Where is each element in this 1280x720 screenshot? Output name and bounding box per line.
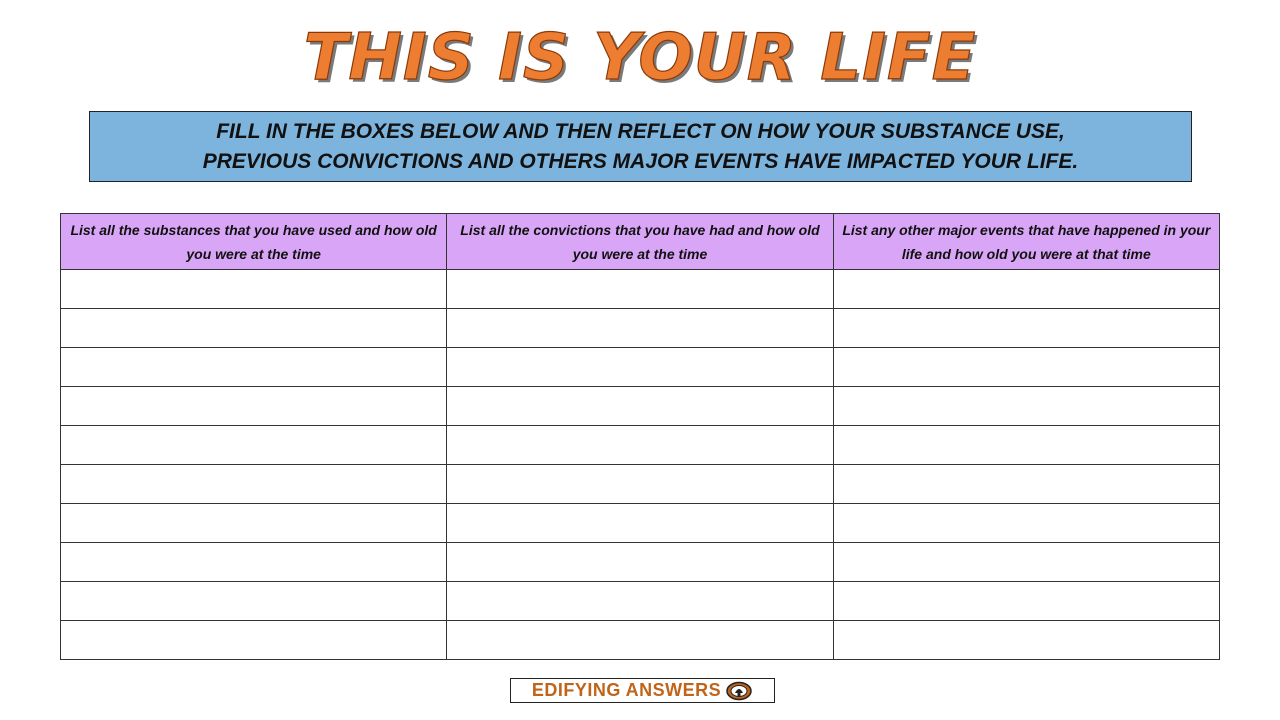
entry-cell[interactable]	[61, 348, 447, 387]
entry-cell[interactable]	[61, 387, 447, 426]
entry-cell[interactable]	[447, 387, 833, 426]
entry-cell[interactable]	[447, 348, 833, 387]
worksheet-table	[60, 213, 1220, 660]
edifying-answers-logo	[510, 678, 775, 703]
table-row	[61, 348, 1220, 387]
table-body	[61, 270, 1220, 660]
entry-cell[interactable]	[61, 504, 447, 543]
entry-cell[interactable]	[447, 309, 833, 348]
table-row	[61, 309, 1220, 348]
header-substances: List all the substances that you have used and how old you were at the time	[61, 214, 447, 270]
instructions-text: FILL IN THE BOXES BELOW AND THEN REFLECT ON HOW YOUR SUBSTANCE USE, PREVIOUS CONVICTIONS AND OTHERS MAJOR EVENTS HAVE IMPACTED YOUR LIFE.	[202, 119, 1079, 173]
entry-cell[interactable]	[61, 270, 447, 309]
table-row	[61, 543, 1220, 582]
entry-cell[interactable]	[61, 621, 447, 660]
page-title: THIS IS YOUR LIFE	[303, 21, 977, 95]
entry-cell[interactable]	[833, 504, 1219, 543]
entry-cell[interactable]	[61, 426, 447, 465]
entry-cell[interactable]	[61, 465, 447, 504]
entry-cell[interactable]	[447, 621, 833, 660]
entry-cell[interactable]	[833, 270, 1219, 309]
entry-cell[interactable]	[447, 270, 833, 309]
entry-cell[interactable]	[833, 621, 1219, 660]
entry-cell[interactable]	[447, 426, 833, 465]
entry-cell[interactable]	[833, 465, 1219, 504]
instructions-box	[89, 111, 1192, 182]
entry-cell[interactable]	[447, 465, 833, 504]
table-row	[61, 387, 1220, 426]
entry-cell[interactable]	[833, 426, 1219, 465]
entry-cell[interactable]	[61, 309, 447, 348]
helmet-emblem-icon	[725, 681, 753, 701]
table-row	[61, 426, 1220, 465]
entry-cell[interactable]	[447, 582, 833, 621]
entry-cell[interactable]	[61, 582, 447, 621]
entry-cell[interactable]	[833, 543, 1219, 582]
entry-cell[interactable]	[61, 543, 447, 582]
entry-cell[interactable]	[833, 348, 1219, 387]
header-major-events: List any other major events that have happened in your life and how old you were at that time	[833, 214, 1219, 270]
table-row	[61, 270, 1220, 309]
logo-text: EDIFYING ANSWERS	[531, 680, 722, 700]
header-convictions: List all the convictions that you have had and how old you were at the time	[447, 214, 833, 270]
entry-cell[interactable]	[833, 582, 1219, 621]
table-row	[61, 621, 1220, 660]
entry-cell[interactable]	[447, 543, 833, 582]
entry-cell[interactable]	[833, 387, 1219, 426]
entry-cell[interactable]	[447, 504, 833, 543]
table-row	[61, 465, 1220, 504]
table-row	[61, 504, 1220, 543]
table-row	[61, 582, 1220, 621]
table-header-row	[61, 214, 1220, 270]
entry-cell[interactable]	[833, 309, 1219, 348]
